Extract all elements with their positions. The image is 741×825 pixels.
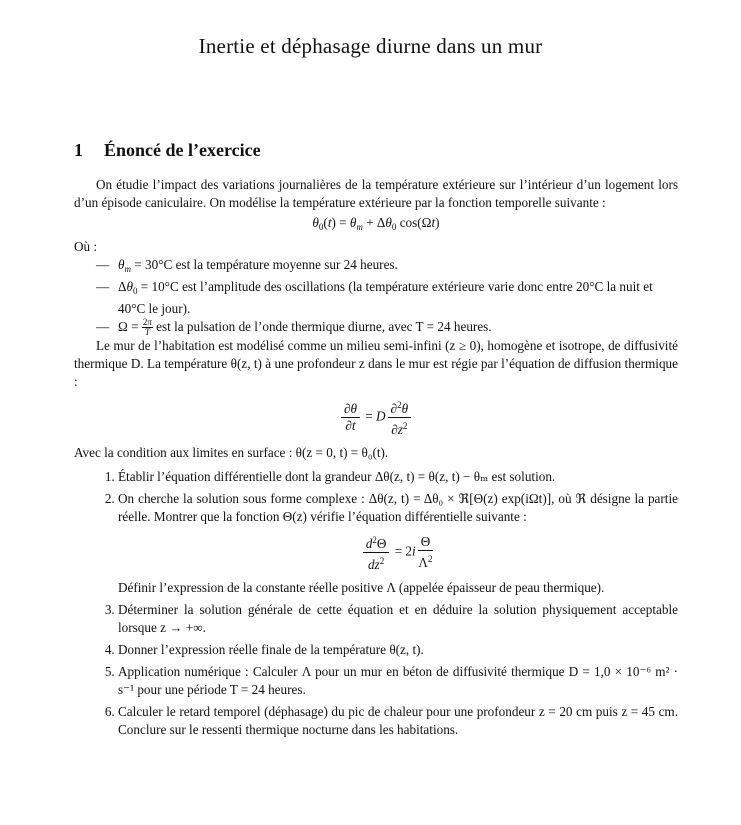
question-6: 6. Calculer le retard temporel (déphasage) du pic de chaleur pour une profondeur z = 20 cm puis z = 45 cm. Conclure sur le ressenti thermique nocturne dans les habitations. bbox=[118, 703, 678, 739]
ou-label: Où : bbox=[74, 239, 98, 254]
boundary-paragraph: Avec la condition aux limites en surface : θ(z = 0, t) = θ₀(t). bbox=[74, 445, 389, 461]
list-item: — $\Delta\theta_0 = 10^\circ C$ est l’amplitude des oscillations (la température extérieure varie donc entre 20°C la nuit et 40°C le jour). bbox=[96, 278, 678, 318]
document-body bbox=[74, 176, 678, 743]
question-4: 4. Donner l’expression réelle finale de la température θ(z, t). bbox=[118, 641, 678, 659]
equation-diffusion: $\frac{\partial\theta}{\partial t}$ = D $\frac{\partial^2\theta}{\partial z^2}$ bbox=[74, 397, 678, 438]
question-3: 3. Déterminer la solution générale de cette équation et en déduire la solution physiquement acceptable lorsque z → +∞. bbox=[118, 601, 678, 637]
wall-paragraph: Le mur de l’habitation est modélisé comme un milieu semi-infini (z ≥ 0), homogène et isotrope, de diffusivité thermique D. La température θ(z, t) à une profondeur z dans le mur est régie par l’équation de diffusion thermique : bbox=[74, 338, 678, 390]
list-item: — $\theta_m = 30^\circ C$ est la température moyenne sur 24 heures. bbox=[96, 256, 678, 278]
equation-temperature: $\theta_0(t) = \theta_m + \Delta\theta_0$ cos(Ωt) bbox=[312, 215, 440, 232]
question-5: 5. Application numérique : Calculer Λ pour un mur en béton de diffusivité thermique D = 1,0 × 10⁻⁶ m² · s⁻¹ pour une période T = 24 heures. bbox=[118, 663, 678, 699]
question-2-text: On cherche la solution sous forme complexe : Δθ(z, t) = Δθ₀ × ℜ[Θ(z) exp(iΩt)], où ℜ désigne la partie réelle. Montrer que la fonction Θ(z) vérifie l’équation différentielle suivante : bbox=[118, 491, 678, 525]
list-item: — Ω = $\frac{2\pi}{T}$ est la pulsation de l’onde thermique diurne, avec T = 24 heures. bbox=[96, 318, 678, 337]
document-title: Inertie et déphasage diurne dans un mur bbox=[198, 34, 543, 58]
section-title: Énoncé de l’exercice bbox=[104, 140, 261, 160]
section-heading bbox=[74, 140, 261, 161]
question-1: 1. Établir l’équation différentielle dont la grandeur Δθ(z, t) = θ(z, t) − θₘ est solution. bbox=[118, 468, 678, 486]
equation-theta: $\frac{d^2\Theta}{dz^2}$ = 2i $\frac{\Theta}{\Lambda^2}$ bbox=[118, 532, 678, 573]
questions-list bbox=[74, 468, 678, 739]
section-number: 1 bbox=[74, 140, 83, 160]
definition-list bbox=[74, 256, 678, 337]
intro-paragraph: On étudie l’impact des variations journalières de la température extérieure sur l’intérieur d’un logement lors d’un épisode caniculaire. On modélise la température extérieure par la fonction temporelle suivante : bbox=[74, 177, 678, 210]
question-2 bbox=[118, 490, 678, 597]
question-2-definition: Définir l’expression de la constante réelle positive Λ (appelée épaisseur de peau thermique). bbox=[118, 580, 605, 596]
